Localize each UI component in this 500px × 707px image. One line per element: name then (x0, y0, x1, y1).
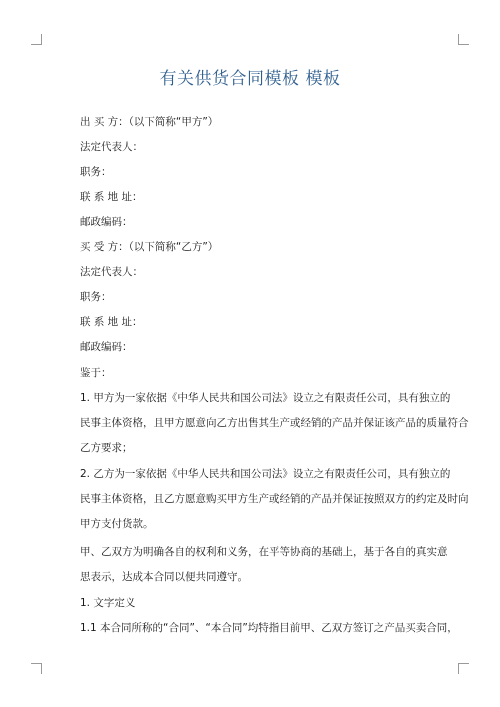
crop-mark-top-right (458, 34, 469, 45)
document-title: 有关供货合同模板 模板 (159, 69, 341, 89)
seller-position: 职务： (80, 166, 112, 178)
crop-mark-bottom-right (458, 663, 469, 674)
buyer-legal-rep: 法定代表人： (80, 266, 143, 278)
buyer-line: 买 受 方：（以下简称“乙方”） (80, 241, 219, 253)
seller-address: 联 系 地 址： (80, 191, 143, 203)
buyer-position: 职务： (80, 291, 112, 303)
clause-1-1-line-1: 1.1 本合同所称的“合同”、“本合同”均特指目前甲、乙双方签订之产品买卖合同， (80, 622, 458, 634)
recital-1-line-2: 民事主体资格，且甲方愿意向乙方出售其生产或经销的产品并保证该产品的质量符合 (80, 417, 469, 429)
agreement-line-1: 甲、乙双方为明确各自的权利和义务，在平等协商的基础上，基于各自的真实意 (80, 546, 448, 558)
seller-legal-rep: 法定代表人： (80, 141, 143, 153)
crop-mark-bottom-left (31, 663, 42, 674)
seller-line: 出 买 方：（以下简称“甲方”） (80, 116, 219, 128)
section-1-heading: 1. 文字定义 (80, 597, 136, 609)
buyer-address: 联 系 地 址： (80, 316, 143, 328)
whereas-heading: 鉴于： (80, 367, 112, 379)
agreement-line-2: 思表示，达成本合同以便共同遵守。 (80, 571, 248, 583)
recital-1-line-3: 乙方要求； (80, 442, 133, 454)
crop-mark-top-left (31, 34, 42, 45)
buyer-postcode: 邮政编码： (80, 341, 133, 353)
recital-2-line-1: 2. 乙方为一家依据《中华人民共和国公司法》设立之有限责任公司，具有独立的 (80, 468, 451, 480)
recital-2-line-3: 甲方支付货款。 (80, 518, 154, 530)
seller-postcode: 邮政编码： (80, 216, 133, 228)
recital-2-line-2: 民事主体资格，且乙方愿意购买甲方生产或经销的产品并保证按照双方的约定及时向 (80, 493, 469, 505)
recital-1-line-1: 1. 甲方为一家依据《中华人民共和国公司法》设立之有限责任公司，具有独立的 (80, 392, 451, 404)
